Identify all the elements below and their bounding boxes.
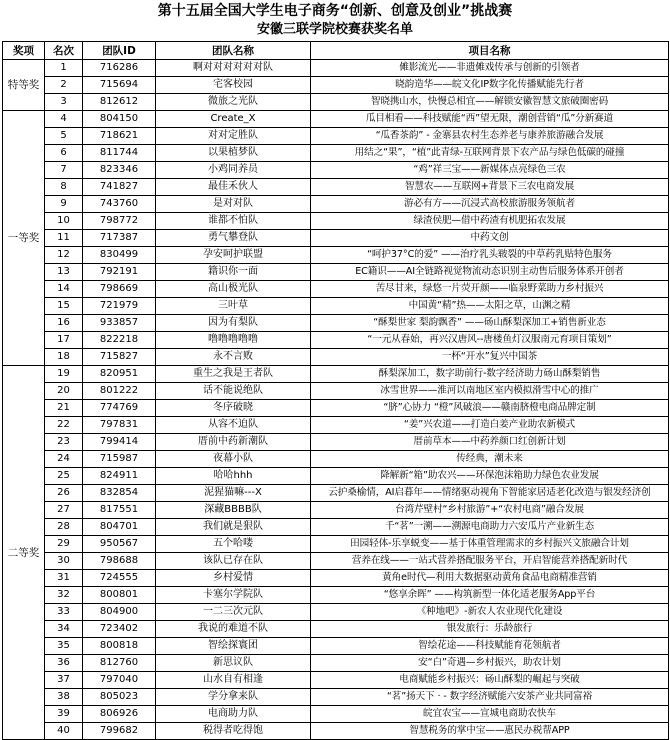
table-row <box>3 689 669 706</box>
rank-cell: 1 <box>45 60 83 77</box>
team-id-cell: 715694 <box>83 77 156 94</box>
rank-cell: 9 <box>45 196 83 213</box>
team-id-cell: 800818 <box>83 638 156 655</box>
project-name-cell: 绿渣侯肥—借中药渣有机肥拓农发展 <box>311 213 669 230</box>
team-name-cell: 三叶草 <box>156 298 311 315</box>
team-name-cell: 最佳禾伙人 <box>156 179 311 196</box>
team-name-cell: 夜幕小队 <box>156 451 311 468</box>
rank-cell: 20 <box>45 383 83 400</box>
team-name-cell: 微旅之光队 <box>156 94 311 111</box>
table-row <box>3 145 669 162</box>
header-project-name: 项目名称 <box>311 42 669 60</box>
team-id-cell: 812760 <box>83 655 156 672</box>
team-name-cell: 乡村爱情 <box>156 570 311 587</box>
team-name-cell: 冬序破晓 <box>156 400 311 417</box>
project-name-cell: 智绘花途——科技赋能育花领航者 <box>311 638 669 655</box>
rank-cell: 22 <box>45 417 83 434</box>
rank-cell: 14 <box>45 281 83 298</box>
header-award: 奖项 <box>3 42 45 60</box>
table-row <box>3 587 669 604</box>
rank-cell: 27 <box>45 502 83 519</box>
team-id-cell: 715987 <box>83 451 156 468</box>
team-name-cell: Create_X <box>156 111 311 128</box>
team-name-cell: 我说的难道不队 <box>156 621 311 638</box>
rank-cell: 10 <box>45 213 83 230</box>
rank-cell: 24 <box>45 451 83 468</box>
team-id-cell: 774769 <box>83 400 156 417</box>
table-row <box>3 128 669 145</box>
team-id-cell: 820951 <box>83 366 156 383</box>
rank-cell: 2 <box>45 77 83 94</box>
table-row <box>3 230 669 247</box>
rank-cell: 29 <box>45 536 83 553</box>
table-row <box>3 264 669 281</box>
team-name-cell: 我们就是狠队 <box>156 519 311 536</box>
team-id-cell: 806926 <box>83 706 156 723</box>
project-name-cell: 冰雪世界——淮河以南地区室内模拟滑雪中心的推广 <box>311 383 669 400</box>
team-id-cell: 811744 <box>83 145 156 162</box>
team-name-cell: 勇气攀登队 <box>156 230 311 247</box>
project-name-cell: 瓜目相看——科技赋能“西”望无限，潮创营销“瓜”分新赛道 <box>311 111 669 128</box>
project-name-cell: 游必有方——沉浸式高校旅游服务领航者 <box>311 196 669 213</box>
table-row <box>3 213 669 230</box>
team-name-cell: 永不言败 <box>156 349 311 366</box>
team-id-cell: 792191 <box>83 264 156 281</box>
table-row <box>3 553 669 570</box>
table-row <box>3 570 669 587</box>
team-name-cell: 厝前中药新潮队 <box>156 434 311 451</box>
project-name-cell: “一元从春始，再兴汉唐风--唐楼鱼灯汉服南元育项目策划” <box>311 332 669 349</box>
project-name-cell: “瓜香茶韵” - 金寨县农村生态养老与康养旅游融合发展 <box>311 128 669 145</box>
table-row <box>3 315 669 332</box>
table-row <box>3 519 669 536</box>
project-name-cell: 晓韵造华——皖文化IP数字化传播赋能先行者 <box>311 77 669 94</box>
rank-cell: 32 <box>45 587 83 604</box>
project-name-cell: “呵护37°C的爱” ——治疗乳头皲裂的中草药乳贴特色服务 <box>311 247 669 264</box>
table-row <box>3 672 669 689</box>
team-id-cell: 798688 <box>83 553 156 570</box>
project-name-cell: 台湾芹壁村“乡村旅游”+“农村电商”融合发展 <box>311 502 669 519</box>
table-body <box>3 60 669 740</box>
table-row <box>3 417 669 434</box>
table-row <box>3 706 669 723</box>
page-subtitle: 安徽三联学院校赛获奖名单 <box>256 22 413 37</box>
team-id-cell: 743760 <box>83 196 156 213</box>
table-row <box>3 638 669 655</box>
team-id-cell: 817551 <box>83 502 156 519</box>
award-table <box>2 41 669 740</box>
team-id-cell: 832854 <box>83 485 156 502</box>
page-title: 第十五届全国大学生电子商务“创新、创意及创业”挑战赛 <box>157 3 513 19</box>
team-name-cell: 电商助力队 <box>156 706 311 723</box>
header-rank: 名次 <box>45 42 83 60</box>
project-name-cell: “鸡”祥三宝——新媒体点亮绿色三农 <box>311 162 669 179</box>
rank-cell: 21 <box>45 400 83 417</box>
project-name-cell: 皖宜农宝——宣城电商助农快车 <box>311 706 669 723</box>
team-id-cell: 798772 <box>83 213 156 230</box>
project-name-cell: “茗”扬天下 · - 数字经济赋能六安茶产业共同富裕 <box>311 689 669 706</box>
table-row <box>3 366 669 383</box>
table-row <box>3 655 669 672</box>
team-id-cell: 824911 <box>83 468 156 485</box>
table-header-row <box>3 42 669 60</box>
team-name-cell: 该队已存在队 <box>156 553 311 570</box>
project-name-cell: 一杯“开水”复兴中国茶 <box>311 349 669 366</box>
table-row <box>3 111 669 128</box>
rank-cell: 15 <box>45 298 83 315</box>
team-id-cell: 830499 <box>83 247 156 264</box>
team-name-cell: 高山极光队 <box>156 281 311 298</box>
team-id-cell: 797831 <box>83 417 156 434</box>
rank-cell: 5 <box>45 128 83 145</box>
team-id-cell: 718621 <box>83 128 156 145</box>
team-id-cell: 798669 <box>83 281 156 298</box>
rank-cell: 18 <box>45 349 83 366</box>
team-id-cell: 799682 <box>83 723 156 740</box>
team-name-cell: 以果植梦队 <box>156 145 311 162</box>
header-team-id: 团队ID <box>83 42 156 60</box>
table-row <box>3 434 669 451</box>
rank-cell: 28 <box>45 519 83 536</box>
team-name-cell: 重生之我是王者队 <box>156 366 311 383</box>
table-row <box>3 621 669 638</box>
rank-cell: 11 <box>45 230 83 247</box>
rank-cell: 33 <box>45 604 83 621</box>
rank-cell: 23 <box>45 434 83 451</box>
table-row <box>3 196 669 213</box>
team-id-cell: 724555 <box>83 570 156 587</box>
team-id-cell: 741827 <box>83 179 156 196</box>
team-id-cell: 950567 <box>83 536 156 553</box>
award-grade-cell: 一等奖 <box>3 111 45 366</box>
project-name-cell: 银发旅行：乐龄旅行 <box>311 621 669 638</box>
table-row <box>3 77 669 94</box>
project-name-cell: 传经典，潮未来 <box>311 451 669 468</box>
rank-cell: 35 <box>45 638 83 655</box>
table-row <box>3 298 669 315</box>
header-team-name: 团队名称 <box>156 42 311 60</box>
project-name-cell: 《种地吧》-新农人农业现代化建设 <box>311 604 669 621</box>
project-name-cell: “脐”心协力 “橙”风破浪——赣南脐橙电商品牌定制 <box>311 400 669 417</box>
team-id-cell: 804900 <box>83 604 156 621</box>
project-name-cell: 中药文创 <box>311 230 669 247</box>
team-name-cell: 一二三次元队 <box>156 604 311 621</box>
team-name-cell: 话不能说绝队 <box>156 383 311 400</box>
rank-cell: 12 <box>45 247 83 264</box>
rank-cell: 17 <box>45 332 83 349</box>
project-name-cell: 酥梨深加工，数字助前行-数字经济助力砀山酥梨销售 <box>311 366 669 383</box>
rank-cell: 25 <box>45 468 83 485</box>
project-name-cell: 安“白”奇遇—乡村振兴，助农计划 <box>311 655 669 672</box>
team-name-cell: 新思议队 <box>156 655 311 672</box>
table-row <box>3 179 669 196</box>
table-row <box>3 468 669 485</box>
team-name-cell: 小鸡同养员 <box>156 162 311 179</box>
team-name-cell: 宅客校园 <box>156 77 311 94</box>
rank-cell: 19 <box>45 366 83 383</box>
team-id-cell: 797040 <box>83 672 156 689</box>
award-grade-cell: 特等奖 <box>3 60 45 111</box>
team-id-cell: 823346 <box>83 162 156 179</box>
table-row <box>3 349 669 366</box>
table-row <box>3 281 669 298</box>
table-row <box>3 723 669 740</box>
rank-cell: 3 <box>45 94 83 111</box>
project-name-cell: 智慧税务的掌中宝——惠民办税帮APP <box>311 723 669 740</box>
team-name-cell: 谁都不怕队 <box>156 213 311 230</box>
rank-cell: 4 <box>45 111 83 128</box>
team-id-cell: 716286 <box>83 60 156 77</box>
table-row <box>3 604 669 621</box>
title-block <box>0 0 670 41</box>
project-name-cell: 厝前草本——中药养颜口红创新计划 <box>311 434 669 451</box>
team-name-cell: 孕安呵护联盟 <box>156 247 311 264</box>
rank-cell: 39 <box>45 706 83 723</box>
project-name-cell: “酥梨世家 梨韵飘香” ——砀山酥梨深加工+销售新业态 <box>311 315 669 332</box>
team-id-cell: 933857 <box>83 315 156 332</box>
table-row <box>3 94 669 111</box>
project-name-cell: 智慧农——互联网+背景下三农电商发展 <box>311 179 669 196</box>
team-name-cell: 深藏BBBB队 <box>156 502 311 519</box>
table-row <box>3 162 669 179</box>
rank-cell: 8 <box>45 179 83 196</box>
table-row <box>3 332 669 349</box>
team-name-cell: 卡塞尔学院队 <box>156 587 311 604</box>
table-row <box>3 502 669 519</box>
project-name-cell: 苦尽甘来，绿悠一片荧开颜——临泉野菜助力乡村振兴 <box>311 281 669 298</box>
team-id-cell: 812612 <box>83 94 156 111</box>
team-name-cell: 学分拿来队 <box>156 689 311 706</box>
table-row <box>3 400 669 417</box>
team-name-cell: 哈哈hhh <box>156 468 311 485</box>
table-row <box>3 485 669 502</box>
rank-cell: 13 <box>45 264 83 281</box>
team-name-cell: 噜噜噜噜噜 <box>156 332 311 349</box>
table-row <box>3 451 669 468</box>
team-name-cell: 啊对对对对对对队 <box>156 60 311 77</box>
rank-cell: 6 <box>45 145 83 162</box>
rank-cell: 30 <box>45 553 83 570</box>
team-name-cell: 五个哈喽 <box>156 536 311 553</box>
table-row <box>3 60 669 77</box>
award-grade-cell: 二等奖 <box>3 366 45 740</box>
project-name-cell: EC籍识——AI全链路视觉物流动态识别主动售后服务体系开创者 <box>311 264 669 281</box>
project-name-cell: 傩影流光——非遗傩戏传承与创新的引领者 <box>311 60 669 77</box>
project-name-cell: 田园轻体-乐享蜕变——基于体重管理需求的乡村振兴文旅融合计划 <box>311 536 669 553</box>
team-id-cell: 805023 <box>83 689 156 706</box>
rank-cell: 37 <box>45 672 83 689</box>
rank-cell: 31 <box>45 570 83 587</box>
project-name-cell: “姜”兴农道——打造白姜产业助农新模式 <box>311 417 669 434</box>
project-name-cell: 中国黄“精”热——太阳之草，山渊之精 <box>311 298 669 315</box>
rank-cell: 38 <box>45 689 83 706</box>
team-id-cell: 822218 <box>83 332 156 349</box>
team-id-cell: 717387 <box>83 230 156 247</box>
project-name-cell: 智晓携山水，快慢总相宜——解锁安徽智慧文旅破圈密码 <box>311 94 669 111</box>
team-id-cell: 799414 <box>83 434 156 451</box>
team-name-cell: 山水自有相逢 <box>156 672 311 689</box>
project-name-cell: “悠享余晖” ——构筑新型一体化适老服务App平台 <box>311 587 669 604</box>
team-name-cell: 税得者吃得饱 <box>156 723 311 740</box>
team-id-cell: 804150 <box>83 111 156 128</box>
team-id-cell: 721979 <box>83 298 156 315</box>
rank-cell: 40 <box>45 723 83 740</box>
rank-cell: 34 <box>45 621 83 638</box>
rank-cell: 26 <box>45 485 83 502</box>
team-id-cell: 804701 <box>83 519 156 536</box>
team-id-cell: 723402 <box>83 621 156 638</box>
team-name-cell: 智绘探寰团 <box>156 638 311 655</box>
team-name-cell: 从容不迫队 <box>156 417 311 434</box>
rank-cell: 7 <box>45 162 83 179</box>
project-name-cell: 营养在线——一站式营养搭配服务平台，开启智能营养搭配新时代 <box>311 553 669 570</box>
project-name-cell: 电商赋能乡村振兴：砀山酥梨的崛起与突破 <box>311 672 669 689</box>
table-row <box>3 536 669 553</box>
project-name-cell: 黄角e时代—利用大数据驱动黄角食品电商精准营销 <box>311 570 669 587</box>
team-name-cell: 对对定胜队 <box>156 128 311 145</box>
team-id-cell: 715827 <box>83 349 156 366</box>
team-name-cell: 是对对队 <box>156 196 311 213</box>
rank-cell: 36 <box>45 655 83 672</box>
team-id-cell: 801222 <box>83 383 156 400</box>
team-id-cell: 800801 <box>83 587 156 604</box>
team-name-cell: 泥猩猫嘛---X <box>156 485 311 502</box>
project-name-cell: 降解新“箱”助农兴——环保泡沫箱助力绿色农业发展 <box>311 468 669 485</box>
team-name-cell: 因为有梨队 <box>156 315 311 332</box>
project-name-cell: 云护桑榆情，AI启暮年——情绪驱动视角下智能家居适老化改造与银发经济创 <box>311 485 669 502</box>
rank-cell: 16 <box>45 315 83 332</box>
project-name-cell: 千“茗”一溯——溯源电商助力六安瓜片产业新生态 <box>311 519 669 536</box>
project-name-cell: 用结之“果”，“植”此青绿-互联网背景下农产品与绿色低碳的碰撞 <box>311 145 669 162</box>
team-name-cell: 籍识你一面 <box>156 264 311 281</box>
table-row <box>3 247 669 264</box>
table-row <box>3 383 669 400</box>
